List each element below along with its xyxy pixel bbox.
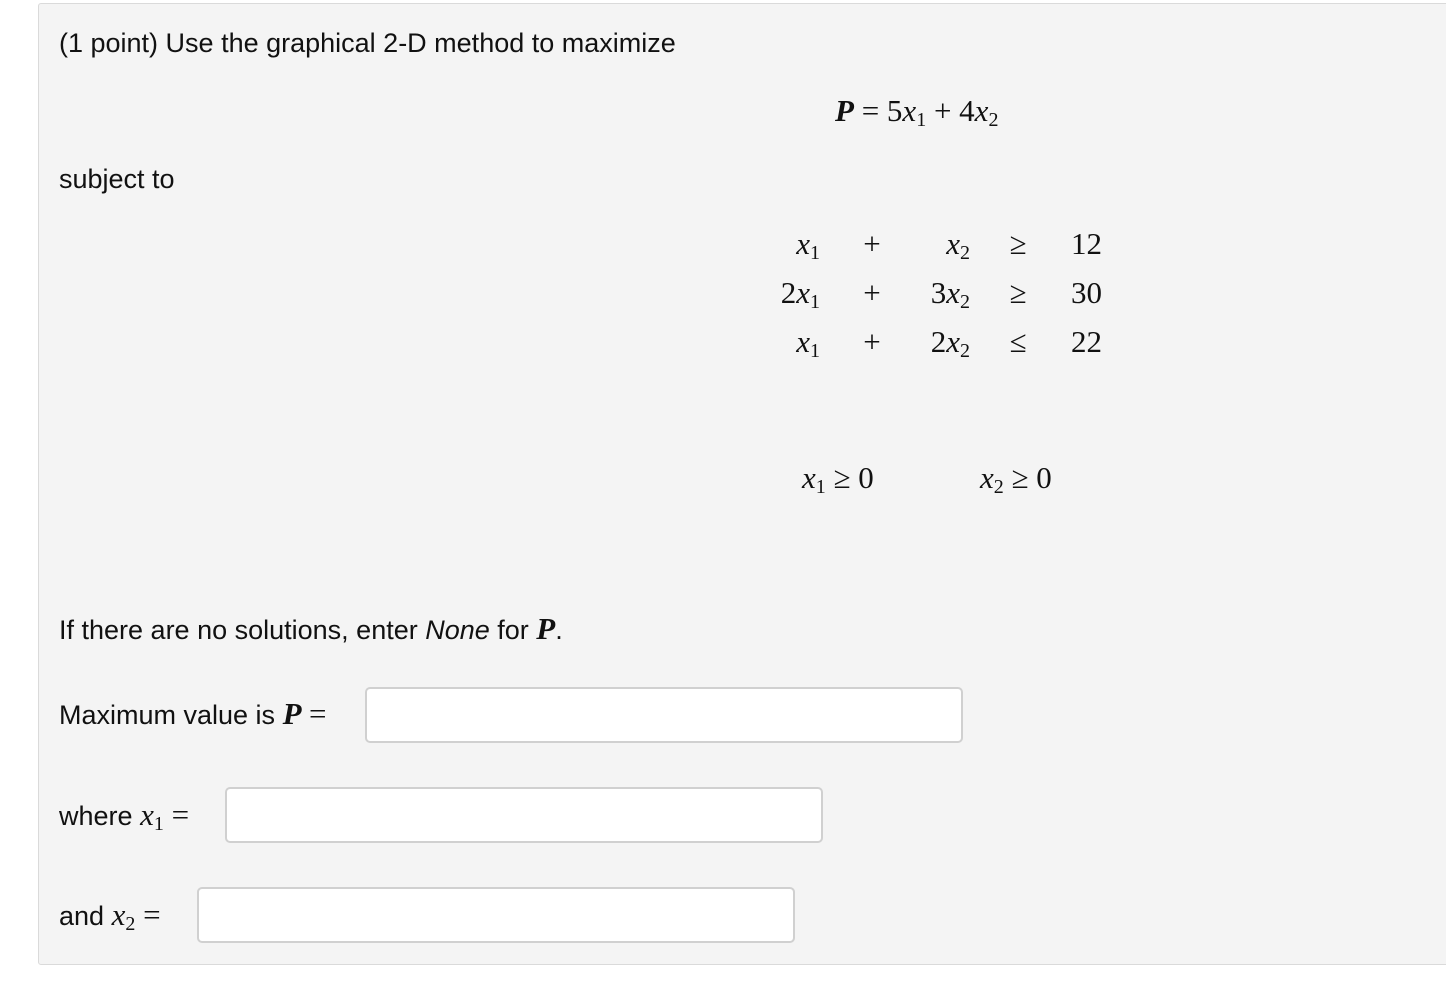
objective-sub1: 1 <box>916 109 927 131</box>
constraint-3-op: + <box>863 324 881 359</box>
constraint-1-rel: ≥ <box>1009 226 1027 261</box>
x1-value-input[interactable] <box>225 787 823 843</box>
x2-value-input[interactable] <box>197 887 795 943</box>
problem-intro: (1 point) Use the graphical 2-D method to maximize <box>59 28 676 58</box>
objective-c2: 4 <box>959 93 975 128</box>
constraint-3-rel: ≤ <box>1009 324 1027 359</box>
constraint-3-term1: $x_1$ <box>796 324 820 362</box>
constraint-1-term1: $x_1$ <box>796 226 820 264</box>
nonneg-x2: $x_2 \ge 0$ <box>980 460 1052 498</box>
x2-label: and $x_2$ = <box>59 897 161 935</box>
no-solution-note: If there are no solutions, enter None for P. <box>59 611 563 646</box>
objective-lhs: P <box>835 93 854 128</box>
objective-function <box>835 93 999 131</box>
objective-plus: + <box>933 93 952 128</box>
constraint-3-rhs: 22 <box>1071 324 1102 359</box>
nonneg-x1: $x_1 \ge 0$ <box>802 460 874 498</box>
constraint-2-rel: ≥ <box>1009 275 1027 310</box>
objective-var1: x <box>902 93 917 128</box>
constraint-1-op: + <box>863 226 881 261</box>
constraint-3-term2: $2x_2$ <box>930 324 970 362</box>
constraint-1-term2: $x_2$ <box>946 226 970 264</box>
none-keyword: None <box>425 615 490 645</box>
constraint-1-rhs: 12 <box>1071 226 1102 261</box>
max-value-label: Maximum value is P = <box>59 696 327 731</box>
objective-var2: x <box>974 93 989 128</box>
objective-sub2: 2 <box>988 109 999 131</box>
x1-label: where $x_1$ = <box>59 797 190 835</box>
objective-eq: = <box>861 93 880 128</box>
p-value-input[interactable] <box>365 687 963 743</box>
constraint-2-term1: $2x_1$ <box>780 275 820 313</box>
note-p-var: P <box>536 611 556 646</box>
constraint-2-rhs: 30 <box>1071 275 1102 310</box>
constraint-2-term2: $3x_2$ <box>930 275 970 313</box>
constraint-2-op: + <box>863 275 881 310</box>
objective-c1: 5 <box>886 93 903 128</box>
subject-to-label: subject to <box>59 164 175 194</box>
max-p-var: P <box>282 696 302 731</box>
